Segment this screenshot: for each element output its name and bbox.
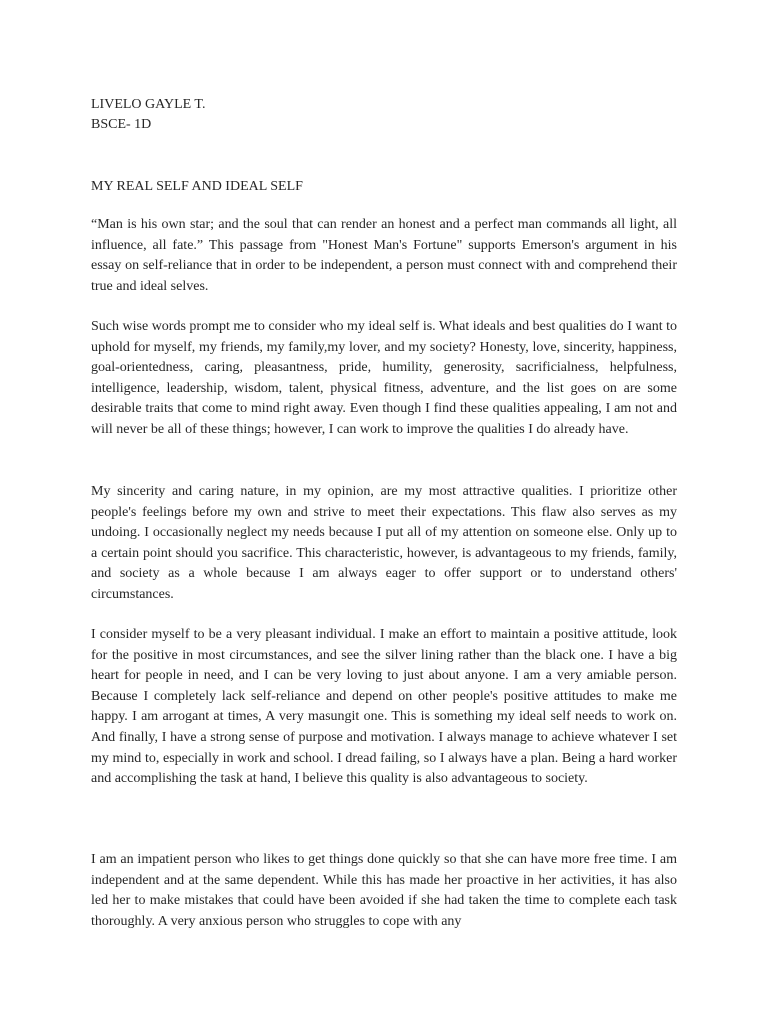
paragraph-4: I consider myself to be a very pleasant individual. I make an effort to maintain a positive attitude, look for the positive in most circumstances, and see the silver lining rather than the black one. I have a big heart for people in need, and I can be very loving to just about anyone. I am a very amiable person. Because I completely lack self-reliance and depend on other people's positive attitudes to make me happy. I am arrogant at times, A very masungit one. This is something my ideal self needs to work on. And finally, I have a strong sense of purpose and motivation. I always manage to achieve whatever I set my mind to, especially in work and school. I dread failing, so I always have a plan. Being a hard worker and accomplishing the task at hand, I believe this quality is also advantageous to society. — [91, 627, 677, 787]
paragraph-2: Such wise words prompt me to consider who my ideal self is. What ideals and best qualities do I want to uphold for myself, my friends, my family,my lover, and my society? Honesty, love, sincerity, happiness, goal-orientedness, caring, pleasantness, pride, humility, generosity, sacrificialness, helpfulness, intelligence, leadership, wisdom, talent, physical fitness, adventure, and the list goes on are some desirable traits that come to mind right away. Even though I find these qualities appealing, I am not and will never be all of these things; however, I can work to improve the qualities I do already have. — [91, 319, 677, 437]
paragraph-5: I am an impatient person who likes to get things done quickly so that she can have more free time. I am independent and at the same dependent. While this has made her proactive in her activities, it has also led her to make mistakes that could have been avoided if she had taken the time to complete each task thoroughly. A very anxious person who struggles to cope with any — [91, 852, 677, 929]
student-section: BSCE- 1D — [91, 117, 152, 132]
paragraph-3: My sincerity and caring nature, in my opinion, are my most attractive qualities. I prioritize other people's feelings before my own and strive to meet their expectations. This flaw also serves as my undoing. I occasionally neglect my needs because I put all of my attention on someone else. Only up to a certain point should you sacrifice. This characteristic, however, is advantageous to my friends, family, and society as a whole because I am always eager to offer support or to understand others' circumstances. — [91, 484, 677, 602]
paragraph-1: “Man is his own star; and the soul that can render an honest and a perfect man commands all light, all influence, all fate.” This passage from "Honest Man's Fortune" supports Emerson's argument in his essay on self-reliance that in order to be independent, a person must connect with and comprehend their true and ideal selves. — [91, 217, 677, 294]
essay-title: MY REAL SELF AND IDEAL SELF — [91, 179, 303, 194]
student-name: LIVELO GAYLE T. — [91, 97, 206, 112]
